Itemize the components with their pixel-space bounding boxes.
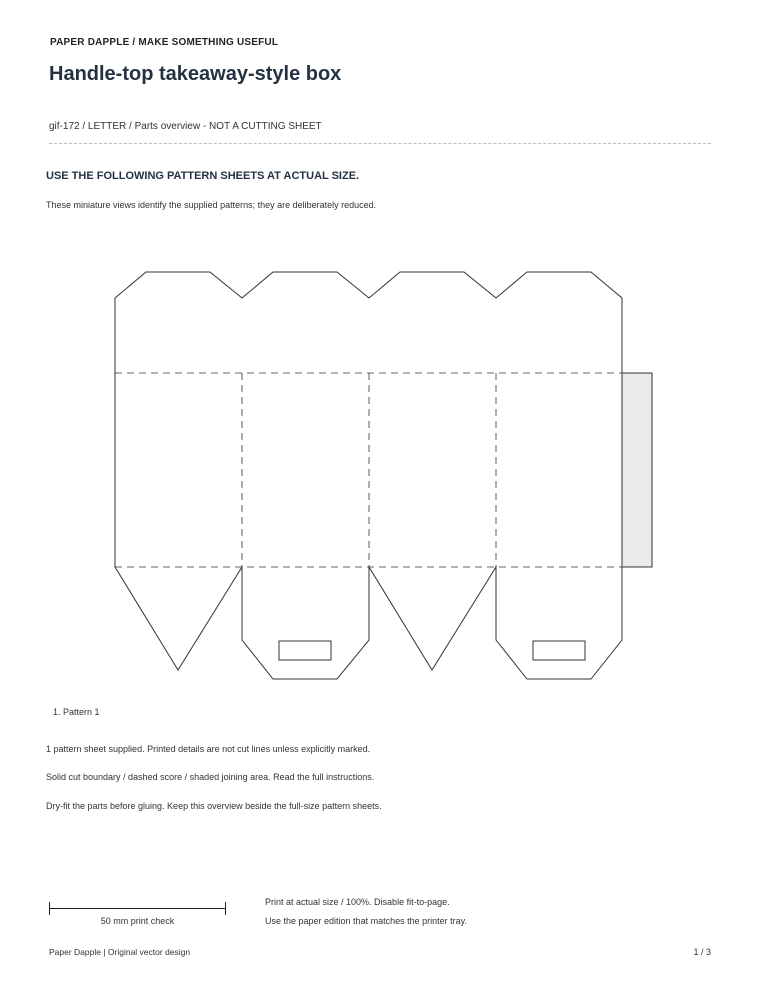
pattern-caption: 1. Pattern 1	[53, 707, 100, 717]
scale-bar	[49, 908, 226, 909]
handle-slot	[533, 641, 585, 660]
page-number: 1 / 3	[693, 947, 711, 957]
print-instruction: Use the paper edition that matches the printer tray.	[265, 916, 467, 926]
footer-credit: Paper Dapple | Original vector design	[49, 947, 191, 957]
note-line: 1 pattern sheet supplied. Printed details are not cut lines unless explicitly marked.	[46, 744, 371, 754]
section-heading: USE THE FOLLOWING PATTERN SHEETS AT ACTUAL SIZE.	[46, 170, 360, 182]
print-instruction: Print at actual size / 100%. Disable fit-to-page.	[265, 897, 450, 907]
scale-label: 50 mm print check	[100, 916, 175, 926]
glue-tab	[622, 373, 652, 567]
note-line: Dry-fit the parts before gluing. Keep this overview beside the full-size pattern sheets.	[46, 801, 382, 811]
page-title: Handle-top takeaway-style box	[49, 63, 342, 85]
scale-tick-right	[225, 902, 226, 915]
handle-slot	[279, 641, 331, 660]
document-meta: gif-172 / LETTER / Parts overview - NOT A CUTTING SHEET	[49, 121, 322, 132]
scale-tick-left	[49, 902, 50, 915]
intro-text: These miniature views identify the supplied patterns; they are deliberately reduced.	[46, 200, 377, 210]
note-line: Solid cut boundary / dashed score / shaded joining area. Read the full instructions.	[46, 772, 375, 782]
cut-boundary	[115, 272, 622, 679]
brand-breadcrumb: PAPER DAPPLE / MAKE SOMETHING USEFUL	[50, 37, 279, 48]
